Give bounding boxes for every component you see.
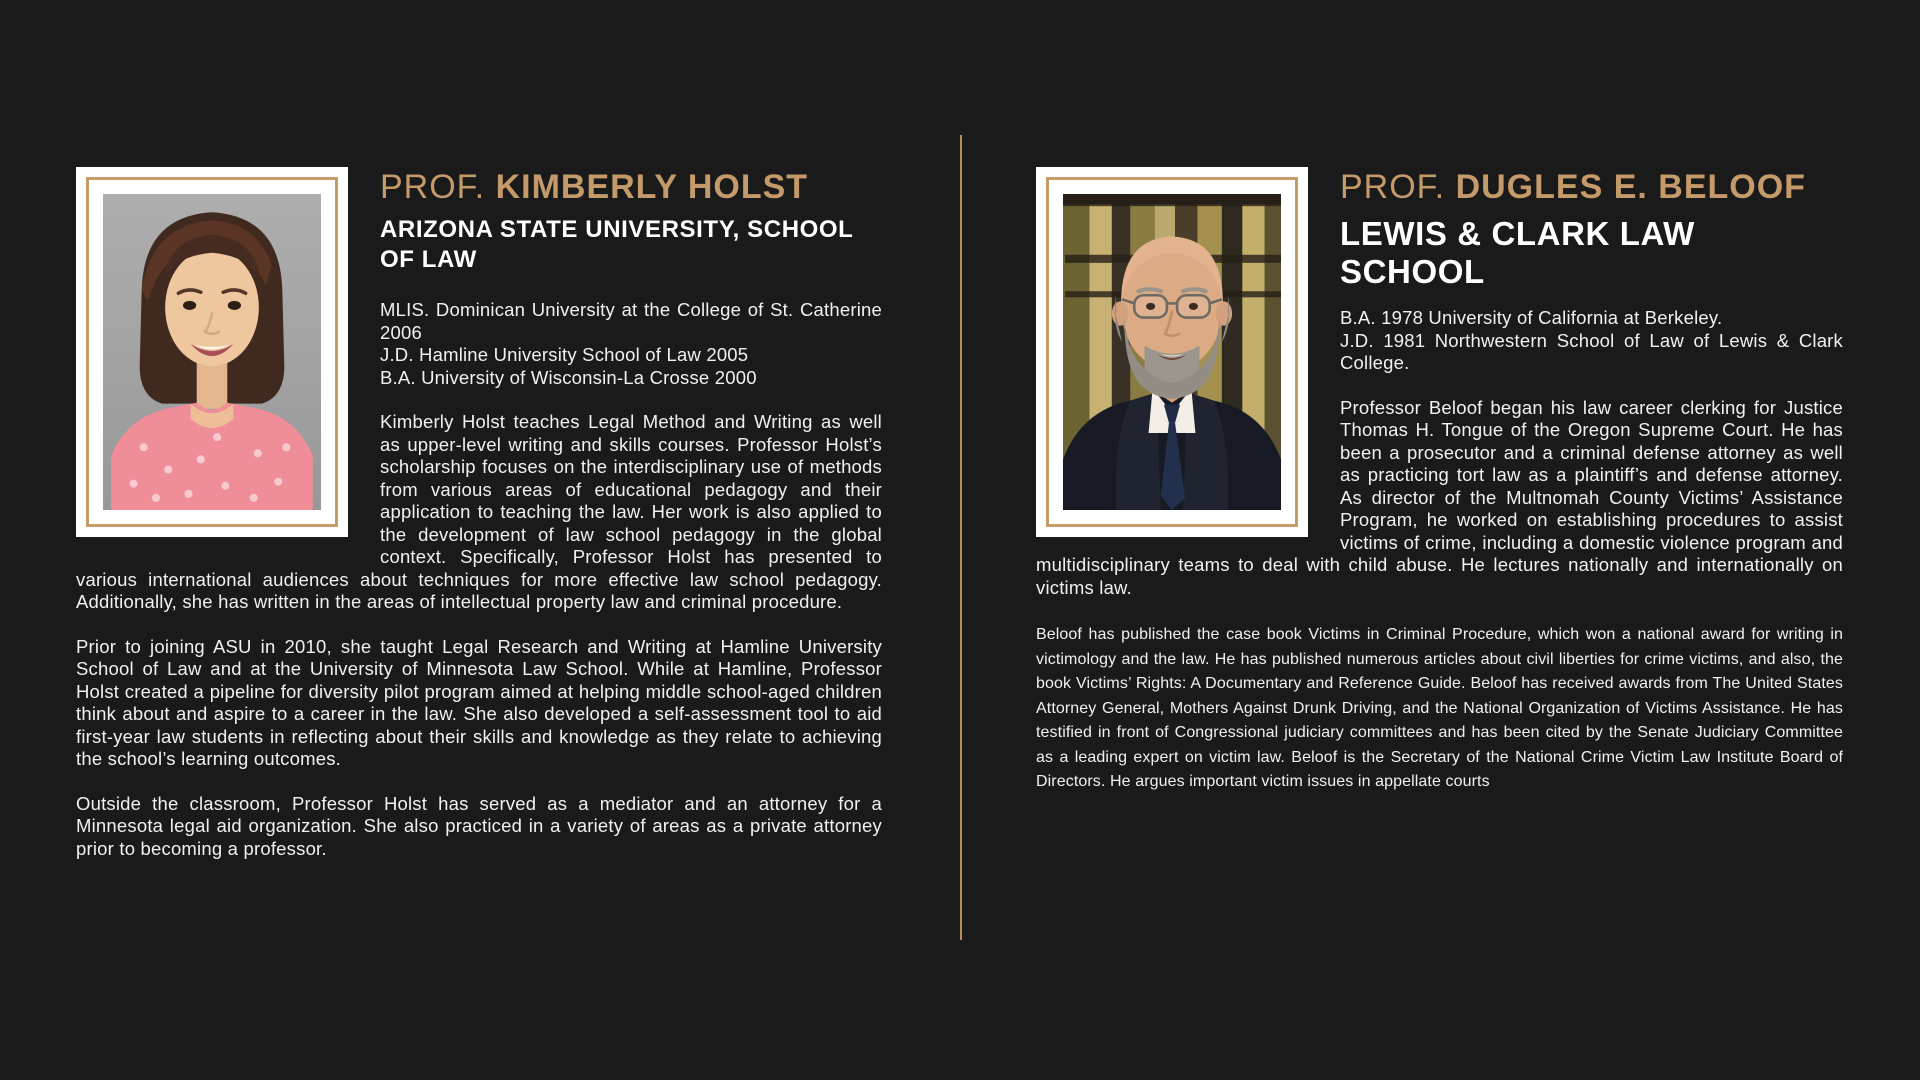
prof-prefix: PROF.	[1340, 168, 1446, 206]
school-name-left: ARIZONA STATE UNIVERSITY, SCHOOL OF LAW	[380, 216, 854, 273]
prof-prefix: PROF.	[380, 168, 486, 206]
portrait-photo-illustration	[1063, 194, 1281, 510]
bio-paragraph: Prior to joining ASU in 2010, she taught Legal Research and Writing at Hamline University School of Law and at the University of Minnesota Law School. While at Hamline, Professor Holst created a pipeline for diversity pilot program aimed at helping middle school-aged children think about and aspire to a career in the law. She also developed a self-assessment tool to aid first-year law students in reflecting about their skills and knowledge as they relate to achieving the school’s learning outcomes.	[76, 635, 882, 769]
portrait-frame	[1046, 177, 1298, 527]
professor-name: DUGLES E. BELOOF	[1455, 168, 1806, 206]
bio-paragraph: Outside the classroom, Professor Holst has served as a mediator and an attorney for a Minnesota legal aid organization. She also practiced in a variety of areas as a private attorney prior to becoming a professor.	[76, 792, 882, 859]
column-divider-line	[960, 135, 962, 940]
portrait-photo-illustration	[103, 194, 321, 510]
bio-paragraph: Professor Beloof began his law career clerking for Justice Thomas H. Tongue of the Oregon Supreme Court. He has been a prosecutor and a criminal defense attorney as well as practicing tort law as a plaintiff’s and defense attorney. As director of the Multnomah County Victims’ Assistance Program, he worked on establishing procedures to assist victims of crime, including a domestic violence program and multidisciplinary teams to deal with child abuse. He lectures nationally and internationally on victims law.	[1036, 396, 1843, 598]
profile-left	[76, 167, 882, 860]
bio-paragraph-small: Beloof has published the case book Victims in Criminal Procedure, which won a national award for writing in victimology and the law. He has published numerous articles about civil liberties for crime victims, and also, the book Victims’ Rights: A Documentary and Reference Guide. Beloof has received awards from The United States Attorney General, Mothers Against Drunk Driving, and the National Organization of Victims Assistance. He has testified in front of Congressional judiciary committees and has been cited by the Senate Judiciary Committee as a leading expert on victim law. Beloof is the Secretary of the National Crime Victim Law Institute Board of Directors. He argues important victim issues in appellate courts	[1036, 626, 1843, 790]
portrait-frame	[86, 177, 338, 527]
credential-line: B.A. University of Wisconsin-La Crosse 2000	[380, 366, 757, 388]
credential-line: B.A. 1978 University of California at Berkeley.	[1340, 307, 1723, 328]
school-name-right: LEWIS & CLARK LAW SCHOOL	[1340, 215, 1695, 290]
profile-right	[1036, 167, 1843, 795]
bio-paragraph: Kimberly Holst teaches Legal Method and Writing as well as upper-level writing and skills courses. Professor Holst’s scholarship focuses on the interdisciplinary use of methods from various areas of educational pedagogy and their application to teaching the law. Her work is also applied to the development of law school pedagogy in the global context. Specifically, Professor Holst has presented to various international audiences about techniques for more effective law school pedagogy. Additionally, she has written in the areas of intellectual property law and criminal procedure.	[76, 411, 882, 612]
professor-name: KIMBERLY HOLST	[495, 168, 809, 206]
credential-line: J.D. 1981 Northwestern School of Law of Lewis & Clark College.	[1340, 329, 1843, 373]
credential-line: J.D. Hamline University School of Law 2005	[380, 344, 749, 365]
credential-line: MLIS. Dominican University at the College of St. Catherine 2006	[380, 299, 882, 343]
portrait-kimberly-holst	[76, 167, 348, 537]
portrait-dugles-beloof	[1036, 167, 1308, 537]
